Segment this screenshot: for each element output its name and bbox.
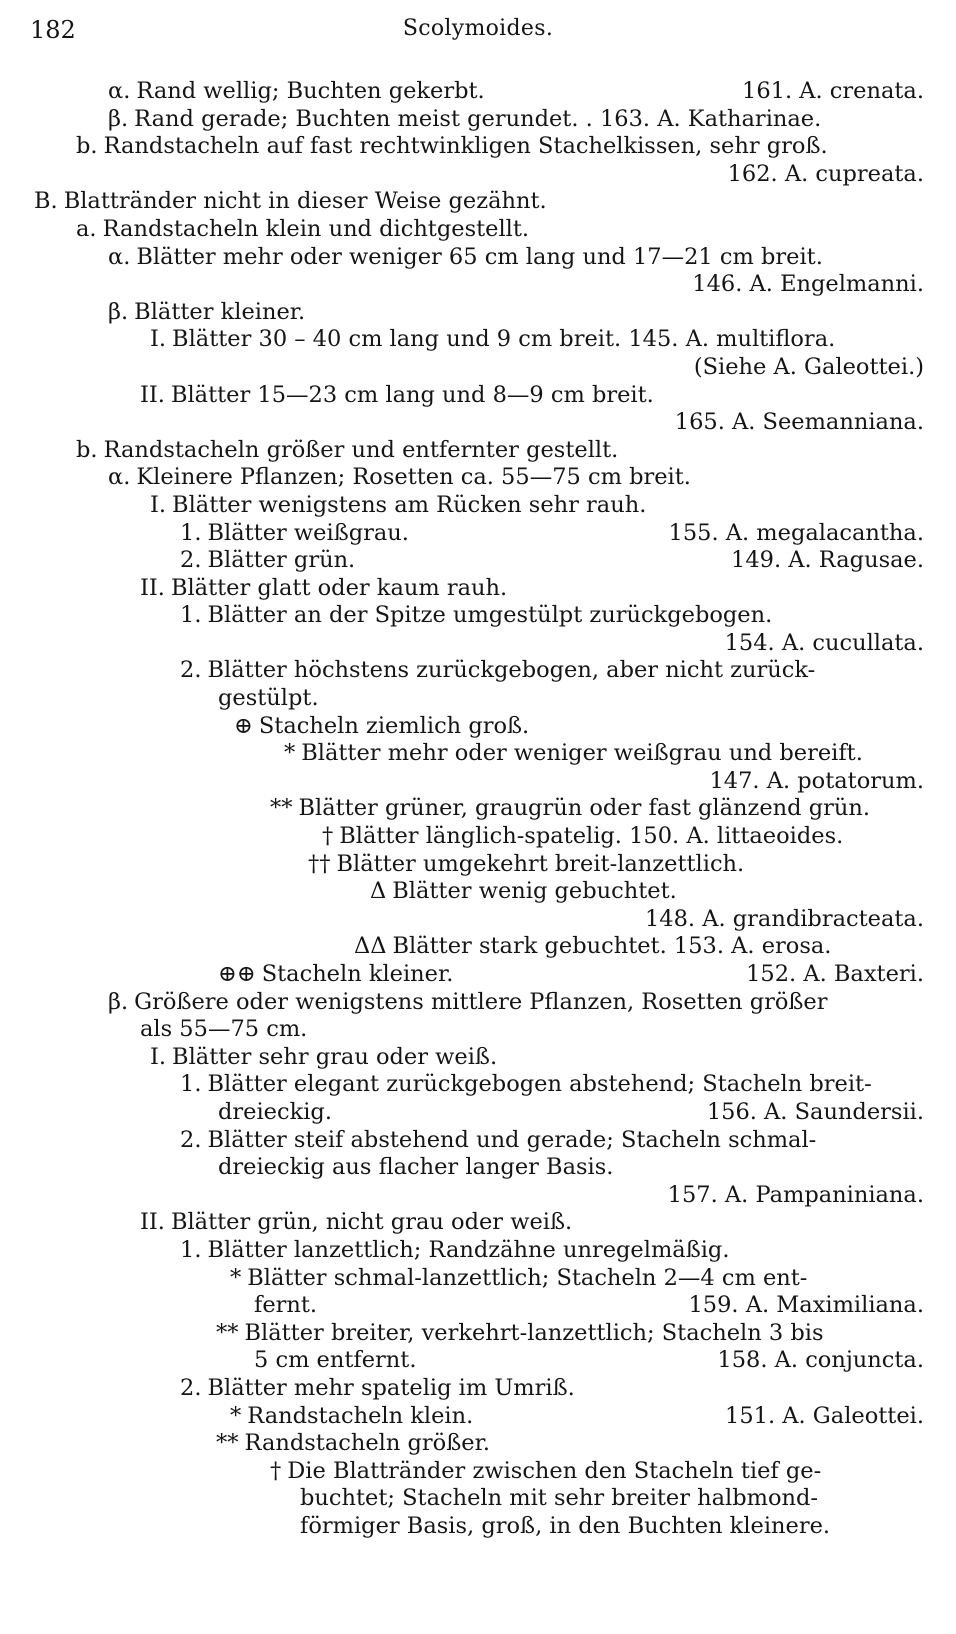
key-text — [140, 1016, 307, 1044]
key-marker: ** — [216, 1430, 239, 1457]
key-line — [0, 1513, 956, 1541]
key-line — [0, 1016, 956, 1044]
key-line — [0, 1182, 956, 1210]
key-description: Die Blattränder zwischen den Stacheln tief ge- — [287, 1457, 822, 1484]
key-description: Randstacheln auf fast rechtwinkligen Stachelkissen, sehr groß. — [103, 133, 828, 160]
species-reference: 151. A. Galeottei. — [725, 1402, 924, 1429]
key-description: Rand wellig; Buchten gekerbt. — [136, 78, 485, 104]
key-text — [76, 216, 529, 244]
key-line — [0, 244, 956, 272]
key-line — [0, 547, 956, 575]
key-text — [300, 1485, 818, 1513]
species-reference: 152. A. Baxteri. — [746, 961, 924, 987]
key-description: Blätter steif abstehend und gerade; Stacheln schmal- — [207, 1126, 817, 1153]
key-line — [0, 851, 956, 879]
key-text — [218, 1099, 332, 1127]
key-description: Blätter wenigstens am Rücken sehr rauh. — [172, 491, 647, 518]
key-line — [0, 78, 956, 106]
key-text — [150, 326, 835, 354]
species-reference: 158. A. conjuncta. — [717, 1347, 924, 1374]
key-marker: † — [322, 823, 334, 850]
key-marker: ** — [270, 795, 293, 822]
key-description: fernt. — [254, 1292, 318, 1319]
key-line — [0, 437, 956, 465]
key-text — [180, 657, 815, 685]
key-text — [218, 1154, 613, 1182]
key-line — [0, 216, 956, 244]
key-marker: I. — [150, 326, 167, 353]
key-description: Blätter grün. — [207, 547, 356, 574]
key-marker: 1. — [180, 1236, 202, 1263]
key-line — [0, 575, 956, 603]
key-text — [150, 1044, 497, 1072]
key-line — [0, 933, 956, 961]
key-line — [0, 1485, 956, 1513]
key-marker: a. — [76, 215, 97, 242]
key-description: buchtet; Stacheln mit sehr breiter halbmond- — [300, 1485, 819, 1512]
key-marker: I. — [150, 491, 167, 518]
key-marker: II. — [140, 381, 165, 408]
key-line — [0, 657, 956, 685]
key-line — [0, 1237, 956, 1265]
key-marker: ΔΔ — [354, 933, 387, 960]
key-marker: * — [230, 1264, 242, 1291]
key-text — [230, 1265, 807, 1293]
key-line — [0, 492, 956, 520]
running-title: Scolymoides. — [402, 16, 554, 41]
key-text — [254, 1347, 417, 1375]
key-description: Blätter umgekehrt breit-lanzettlich. — [336, 850, 745, 877]
key-marker: ** — [216, 1319, 239, 1346]
key-line — [0, 602, 956, 630]
key-line — [0, 354, 956, 382]
key-description: dreieckig. — [218, 1098, 332, 1125]
key-description: Blätter weißgrau. — [207, 519, 409, 546]
key-line — [0, 1292, 956, 1320]
key-text — [230, 1403, 473, 1431]
key-description: förmiger Basis, groß, in den Buchten kleinere. — [300, 1512, 831, 1539]
key-description: Blätter lanzettlich; Randzähne unregelmäßig. — [207, 1236, 730, 1263]
key-line — [0, 1071, 956, 1099]
key-marker: 1. — [180, 602, 202, 629]
key-text — [254, 1292, 317, 1320]
key-text — [308, 851, 744, 879]
key-marker: 1. — [180, 1071, 202, 1098]
key-marker: 2. — [180, 547, 202, 574]
key-line — [0, 188, 956, 216]
key-line — [0, 1154, 956, 1182]
key-description: Größere oder wenigstens mittlere Pflanzen, Rosetten größer — [134, 988, 828, 1015]
key-line — [0, 326, 956, 354]
key-marker: B. — [34, 188, 58, 215]
key-line — [0, 106, 956, 134]
key-description: Randstacheln klein und dichtgestellt. — [102, 215, 530, 242]
key-text — [76, 437, 618, 465]
key-marker: II. — [140, 574, 165, 601]
species-reference: 149. A. Ragusae. — [731, 547, 924, 574]
key-text — [180, 1237, 729, 1265]
key-text — [270, 1458, 821, 1486]
key-marker: 1. — [180, 519, 202, 546]
key-marker: β. — [108, 298, 129, 325]
species-reference: 154. A. cucullata. — [724, 629, 924, 656]
key-text — [34, 188, 547, 216]
key-text — [140, 382, 654, 410]
key-marker: * — [230, 1402, 242, 1429]
key-line — [0, 1265, 956, 1293]
key-marker: * — [284, 740, 296, 767]
key-text — [108, 299, 305, 327]
page-number: 182 — [30, 16, 76, 44]
key-text — [300, 1513, 830, 1541]
key-line — [0, 768, 956, 796]
key-line — [0, 906, 956, 934]
identification-key — [0, 78, 956, 1540]
key-line — [0, 520, 956, 548]
key-text — [76, 133, 828, 161]
key-description: Blätter grün, nicht grau oder weiß. — [170, 1209, 573, 1236]
species-reference: 146. A. Engelmanni. — [692, 271, 924, 298]
key-text — [218, 961, 453, 989]
key-text — [284, 740, 863, 768]
key-marker: ⊕ — [234, 712, 253, 739]
key-description: Blätter kleiner. — [134, 298, 306, 325]
key-line — [0, 1320, 956, 1348]
key-text — [180, 1071, 872, 1099]
key-line — [0, 989, 956, 1017]
key-marker: Δ — [370, 878, 387, 905]
key-description: Blätter mehr oder weniger 65 cm lang und 17—21 cm breit. — [136, 243, 823, 270]
key-description: gestülpt. — [218, 685, 319, 712]
species-reference: 161. A. crenata. — [742, 78, 924, 104]
key-line — [0, 161, 956, 189]
key-line — [0, 133, 956, 161]
key-text — [180, 602, 772, 630]
key-description: Blätter elegant zurückgebogen abstehend; Stacheln breit- — [207, 1071, 872, 1098]
key-text — [216, 1430, 490, 1458]
key-marker: ⊕⊕ — [218, 961, 256, 987]
species-reference: 162. A. cupreata. — [727, 160, 924, 187]
key-line — [0, 823, 956, 851]
key-line — [0, 299, 956, 327]
key-description: Stacheln ziemlich groß. — [258, 712, 530, 739]
key-description: Stacheln kleiner. — [261, 961, 454, 987]
key-line — [0, 961, 956, 989]
key-line — [0, 1347, 956, 1375]
key-line — [0, 1430, 956, 1458]
key-text — [180, 520, 409, 548]
key-description: Randstacheln größer und entfernter gestellt. — [103, 436, 619, 463]
key-line — [0, 271, 956, 299]
key-marker: 2. — [180, 1374, 202, 1401]
key-line — [0, 1403, 956, 1431]
key-line — [0, 1458, 956, 1486]
species-reference: 148. A. grandibracteata. — [644, 905, 924, 932]
key-text — [218, 685, 319, 713]
key-description: Blätter wenig gebuchtet. — [392, 878, 677, 905]
key-line — [0, 1209, 956, 1237]
species-reference: 155. A. megalacantha. — [668, 519, 924, 546]
species-reference: 159. A. Maximiliana. — [688, 1292, 924, 1319]
key-description: Blätter an der Spitze umgestülpt zurückgebogen. — [207, 602, 773, 629]
key-description: Kleinere Pflanzen; Rosetten ca. 55—75 cm breit. — [136, 464, 691, 491]
key-line — [0, 1127, 956, 1155]
key-marker: 2. — [180, 1126, 202, 1153]
key-text — [140, 575, 507, 603]
key-description: Blätter breiter, verkehrt-lanzettlich; Stacheln 3 bis — [244, 1319, 824, 1346]
key-description: Randstacheln größer. — [244, 1430, 491, 1457]
key-line — [0, 1099, 956, 1127]
key-text — [180, 1375, 575, 1403]
key-marker: †† — [308, 850, 331, 877]
key-description: Blätter sehr grau oder weiß. — [172, 1043, 498, 1070]
key-marker: α. — [108, 78, 131, 104]
key-text — [108, 464, 691, 492]
key-description: Blätter höchstens zurückgebogen, aber nicht zurück- — [207, 657, 816, 684]
key-marker: † — [270, 1457, 282, 1484]
key-marker: β. — [108, 988, 129, 1015]
key-marker: II. — [140, 1209, 165, 1236]
key-description: Blätter länglich-spatelig. 150. A. littaeoides. — [339, 823, 844, 850]
key-description: Blattränder nicht in dieser Weise gezähnt. — [63, 188, 547, 215]
key-text — [180, 547, 355, 575]
key-line — [0, 878, 956, 906]
key-description: Blätter stark gebuchtet. 153. A. erosa. — [392, 933, 832, 960]
key-description: Blätter 30 – 40 cm lang und 9 cm breit. 145. A. multiflora. — [172, 326, 836, 353]
key-text — [370, 878, 677, 906]
key-description: Randstacheln klein. — [247, 1402, 474, 1429]
species-reference: 157. A. Pampaniniana. — [667, 1181, 924, 1208]
key-marker: β. — [108, 105, 129, 132]
page-header — [30, 16, 926, 52]
key-description: Blätter glatt oder kaum rauh. — [170, 574, 508, 601]
key-description: Blätter 15—23 cm lang und 8—9 cm breit. — [170, 381, 654, 408]
key-line — [0, 713, 956, 741]
species-reference: 165. A. Seemanniana. — [674, 409, 924, 436]
key-text — [108, 989, 828, 1017]
key-line — [0, 740, 956, 768]
key-description: Blätter mehr oder weniger weißgrau und bereift. — [301, 740, 863, 767]
key-line — [0, 464, 956, 492]
key-line — [0, 409, 956, 437]
key-text — [354, 933, 831, 961]
key-marker: α. — [108, 243, 131, 270]
key-marker: α. — [108, 464, 131, 491]
key-description: Blätter mehr spatelig im Umriß. — [207, 1374, 575, 1401]
key-text — [108, 244, 823, 272]
key-text — [216, 1320, 824, 1348]
key-line — [0, 1375, 956, 1403]
species-reference: (Siehe A. Galeottei.) — [693, 353, 924, 380]
key-description: dreieckig aus flacher langer Basis. — [218, 1154, 614, 1181]
key-text — [234, 713, 529, 741]
key-text — [150, 492, 646, 520]
key-description: Blätter schmal-lanzettlich; Stacheln 2—4 cm ent- — [247, 1264, 808, 1291]
key-text — [108, 106, 821, 134]
key-text — [108, 78, 485, 106]
key-marker: I. — [150, 1043, 167, 1070]
key-text — [180, 1127, 816, 1155]
key-line — [0, 382, 956, 410]
key-description: Blätter grüner, graugrün oder fast glänzend grün. — [298, 795, 871, 822]
key-description: Rand gerade; Buchten meist gerundet. . 163. A. Katharinae. — [134, 105, 822, 132]
key-marker: b. — [76, 436, 98, 463]
key-line — [0, 1044, 956, 1072]
key-line — [0, 685, 956, 713]
key-line — [0, 630, 956, 658]
key-text — [322, 823, 843, 851]
species-reference: 156. A. Saundersii. — [706, 1098, 924, 1125]
key-text — [140, 1209, 572, 1237]
key-marker: 2. — [180, 657, 202, 684]
key-line — [0, 795, 956, 823]
species-reference: 147. A. potatorum. — [709, 767, 924, 794]
key-text — [270, 795, 870, 823]
key-description: als 55—75 cm. — [140, 1016, 308, 1043]
key-marker: b. — [76, 133, 98, 160]
key-description: 5 cm entfernt. — [254, 1347, 417, 1374]
